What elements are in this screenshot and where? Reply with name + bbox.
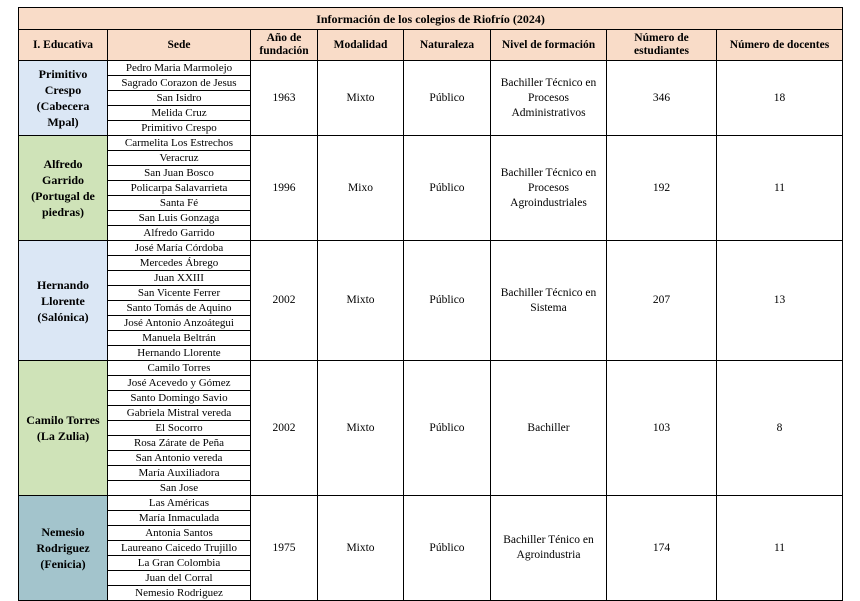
sede-name: El Socorro bbox=[108, 421, 251, 436]
numero-docentes-cell: 13 bbox=[717, 241, 843, 361]
numero-docentes-cell: 11 bbox=[717, 136, 843, 241]
sede-name: Primitivo Crespo bbox=[108, 121, 251, 136]
sede-name: Santo Domingo Savio bbox=[108, 391, 251, 406]
sede-name: Sagrado Corazon de Jesus bbox=[108, 76, 251, 91]
modalidad-cell: Mixto bbox=[318, 241, 404, 361]
sede-name: José María Córdoba bbox=[108, 241, 251, 256]
sede-name: Juan XXIII bbox=[108, 271, 251, 286]
naturaleza-cell: Público bbox=[404, 136, 491, 241]
numero-estudiantes-cell: 192 bbox=[607, 136, 717, 241]
naturaleza-cell: Público bbox=[404, 496, 491, 601]
header-modalidad: Modalidad bbox=[318, 30, 404, 61]
sede-name: Veracruz bbox=[108, 151, 251, 166]
institucion-name: Primitivo Crespo (Cabecera Mpal) bbox=[19, 61, 108, 136]
header-naturaleza: Naturaleza bbox=[404, 30, 491, 61]
sede-name: Nemesio Rodriguez bbox=[108, 586, 251, 601]
table-row bbox=[19, 241, 843, 256]
sede-name: Laureano Caicedo Trujillo bbox=[108, 541, 251, 556]
modalidad-cell: Mixo bbox=[318, 136, 404, 241]
sede-name: San Antonio vereda bbox=[108, 451, 251, 466]
sede-name: Pedro Maria Marmolejo bbox=[108, 61, 251, 76]
sede-name: Antonia Santos bbox=[108, 526, 251, 541]
nivel-formacion-cell: Bachiller bbox=[491, 361, 607, 496]
anio-fundacion-cell: 2002 bbox=[251, 361, 318, 496]
sede-name: Camilo Torres bbox=[108, 361, 251, 376]
table-row bbox=[19, 496, 843, 511]
sede-name: Carmelita Los Estrechos bbox=[108, 136, 251, 151]
numero-docentes-cell: 18 bbox=[717, 61, 843, 136]
header-nivel-formacion: Nivel de formación bbox=[491, 30, 607, 61]
numero-docentes-cell: 8 bbox=[717, 361, 843, 496]
nivel-formacion-cell: Bachiller Técnico en Procesos Agroindustriales bbox=[491, 136, 607, 241]
numero-estudiantes-cell: 207 bbox=[607, 241, 717, 361]
sede-name: Alfredo Garrido bbox=[108, 226, 251, 241]
modalidad-cell: Mixto bbox=[318, 496, 404, 601]
sede-name: San Isidro bbox=[108, 91, 251, 106]
sede-name: San Vicente Ferrer bbox=[108, 286, 251, 301]
sede-name: José Antonio Anzoátegui bbox=[108, 316, 251, 331]
numero-estudiantes-cell: 346 bbox=[607, 61, 717, 136]
table-row bbox=[19, 361, 843, 376]
sede-name: José Acevedo y Gómez bbox=[108, 376, 251, 391]
anio-fundacion-cell: 1975 bbox=[251, 496, 318, 601]
colegios-table-container bbox=[18, 7, 843, 601]
sede-name: Juan del Corral bbox=[108, 571, 251, 586]
naturaleza-cell: Público bbox=[404, 241, 491, 361]
nivel-formacion-cell: Bachiller Técnico en Procesos Administrativos bbox=[491, 61, 607, 136]
sede-name: María Inmaculada bbox=[108, 511, 251, 526]
sede-name: Las Américas bbox=[108, 496, 251, 511]
numero-docentes-cell: 11 bbox=[717, 496, 843, 601]
header-numero-estudiantes: Número de estudiantes bbox=[607, 30, 717, 61]
sede-name: La Gran Colombia bbox=[108, 556, 251, 571]
table-title: Información de los colegios de Riofrío (2024) bbox=[19, 8, 843, 30]
institucion-name: Hernando Llorente (Salónica) bbox=[19, 241, 108, 361]
sede-name: San Juan Bosco bbox=[108, 166, 251, 181]
colegios-table bbox=[18, 7, 843, 601]
sede-name: Rosa Zárate de Peña bbox=[108, 436, 251, 451]
sede-name: San Jose bbox=[108, 481, 251, 496]
modalidad-cell: Mixto bbox=[318, 361, 404, 496]
nivel-formacion-cell: Bachiller Técnico en Sistema bbox=[491, 241, 607, 361]
nivel-formacion-cell: Bachiller Ténico en Agroindustria bbox=[491, 496, 607, 601]
sede-name: Santo Tomás de Aquino bbox=[108, 301, 251, 316]
institucion-name: Nemesio Rodriguez (Fenicia) bbox=[19, 496, 108, 601]
table-row bbox=[19, 61, 843, 76]
anio-fundacion-cell: 1963 bbox=[251, 61, 318, 136]
anio-fundacion-cell: 2002 bbox=[251, 241, 318, 361]
naturaleza-cell: Público bbox=[404, 61, 491, 136]
sede-name: Policarpa Salavarrieta bbox=[108, 181, 251, 196]
sede-name: Melida Cruz bbox=[108, 106, 251, 121]
sede-name: Hernando Llorente bbox=[108, 346, 251, 361]
naturaleza-cell: Público bbox=[404, 361, 491, 496]
header-institucion: I. Educativa bbox=[19, 30, 108, 61]
modalidad-cell: Mixto bbox=[318, 61, 404, 136]
anio-fundacion-cell: 1996 bbox=[251, 136, 318, 241]
table-row bbox=[19, 136, 843, 151]
sede-name: Manuela Beltrán bbox=[108, 331, 251, 346]
sede-name: Mercedes Ábrego bbox=[108, 256, 251, 271]
header-numero-docentes: Número de docentes bbox=[717, 30, 843, 61]
sede-name: María Auxiliadora bbox=[108, 466, 251, 481]
numero-estudiantes-cell: 103 bbox=[607, 361, 717, 496]
sede-name: Gabriela Mistral vereda bbox=[108, 406, 251, 421]
sede-name: Santa Fé bbox=[108, 196, 251, 211]
sede-name: San Luis Gonzaga bbox=[108, 211, 251, 226]
institucion-name: Alfredo Garrido (Portugal de piedras) bbox=[19, 136, 108, 241]
numero-estudiantes-cell: 174 bbox=[607, 496, 717, 601]
header-anio-fundacion: Año de fundación bbox=[251, 30, 318, 61]
table-body bbox=[19, 61, 843, 601]
header-sede: Sede bbox=[108, 30, 251, 61]
institucion-name: Camilo Torres (La Zulia) bbox=[19, 361, 108, 496]
